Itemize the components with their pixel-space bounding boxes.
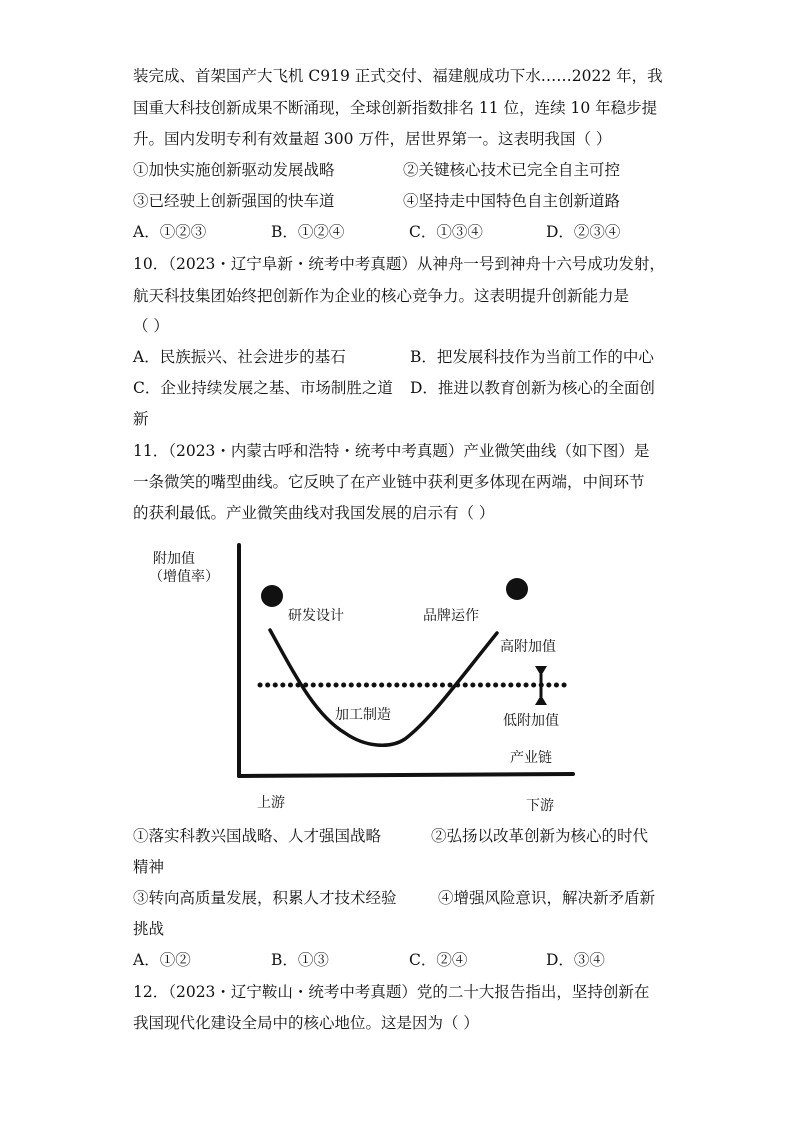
q11-option-1: ①落实科教兴国战略、人才强国战略: [133, 827, 382, 845]
q10-stem-line-3: （ ）: [133, 317, 169, 335]
right-end-label: 品牌运作: [423, 608, 479, 624]
downstream-label: 下游: [526, 798, 554, 814]
q11-option-2: ②弘扬以改革创新为核心的时代: [431, 827, 649, 845]
q9-choice-c[interactable]: C．①③④: [409, 223, 483, 241]
q11-choice-b[interactable]: B．①③: [271, 951, 329, 969]
q9-option-4: ④坚持走中国特色自主创新道路: [403, 192, 621, 210]
middle-label: 加工制造: [335, 707, 391, 723]
q11-stem-line-1: 11．（2023・内蒙古呼和浩特・统考中考真题）产业微笑曲线（如下图）是: [133, 442, 650, 460]
upstream-label: 上游: [257, 795, 285, 811]
q11-choice-d[interactable]: D．③④: [546, 951, 605, 969]
x-axis-label: 产业链: [510, 750, 552, 766]
q9-choice-a[interactable]: A．①②③: [133, 223, 207, 241]
smile-curve-figure: [145, 535, 585, 820]
q9-stem-line-2: 国重大科技创新成果不断涌现，全球创新指数排名 11 位，连续 10 年稳步提: [133, 99, 658, 117]
q10-option-d[interactable]: D．推进以教育创新为核心的全面创: [410, 379, 655, 397]
q11-choice-a[interactable]: A．①②: [133, 951, 191, 969]
left-end-label: 研发设计: [288, 608, 344, 624]
q9-choice-d[interactable]: D．②③④: [546, 223, 621, 241]
right-end-dot: [506, 578, 528, 600]
q12-stem-line-1: 12．（2023・辽宁鞍山・统考中考真题）党的二十大报告指出，坚持创新在: [133, 983, 650, 1001]
q9-choice-b[interactable]: B．①②④: [271, 223, 345, 241]
q11-option-4: ④增强风险意识，解决新矛盾新: [438, 889, 656, 907]
y-axis-sublabel: （增值率）: [149, 569, 219, 585]
q11-stem-line-2: 一条微笑的嘴型曲线。它反映了在产业链中获利更多体现在两端，中间环节: [133, 473, 645, 491]
q11-choice-c[interactable]: C．②④: [409, 951, 468, 969]
q12-stem-line-2: 我国现代化建设全局中的核心地位。这是因为（ ）: [133, 1014, 479, 1032]
double-arrow-icon: [535, 666, 547, 705]
low-value-label: 低附加值: [503, 713, 559, 729]
left-end-dot: [261, 585, 283, 607]
q10-stem-line-2: 航天科技集团始终把创新作为企业的核心竞争力。这表明提升创新能力是: [133, 287, 630, 305]
q10-option-a[interactable]: A．民族振兴、社会进步的基石: [133, 348, 346, 366]
q10-option-b[interactable]: B．把发展科技作为当前工作的中心: [410, 348, 654, 366]
q9-stem-line-1: 装完成、首架国产大飞机 C919 正式交付、福建舰成功下水……2022 年，我: [133, 67, 663, 85]
q9-option-3: ③已经驶上创新强国的快车道: [133, 192, 335, 210]
q11-option-3: ③转向高质量发展，积累人才技术经验: [133, 889, 397, 907]
q11-stem-line-3: 的获利最低。产业微笑曲线对我国发展的启示有（ ）: [133, 504, 495, 522]
q11-option-4-continued: 挑战: [133, 920, 165, 938]
q9-stem-line-3: 升。国内发明专利有效量超 300 万件，居世界第一。这表明我国（ ）: [133, 130, 612, 148]
q10-stem-line-1: 10．（2023・辽宁阜新・统考中考真题）从神舟一号到神舟十六号成功发射，: [133, 255, 665, 273]
high-value-label: 高附加值: [500, 639, 556, 655]
q10-option-d-continued: 新: [133, 410, 149, 428]
q9-option-2: ②关键核心技术已完全自主可控: [403, 161, 621, 179]
smile-curve: [270, 630, 497, 745]
x-axis: [239, 774, 573, 776]
q10-option-c[interactable]: C．企业持续发展之基、市场制胜之道: [133, 379, 393, 397]
y-axis-label: 附加值: [153, 551, 195, 567]
q9-option-1: ①加快实施创新驱动发展战略: [133, 161, 335, 179]
q11-option-2-continued: 精神: [133, 858, 165, 876]
